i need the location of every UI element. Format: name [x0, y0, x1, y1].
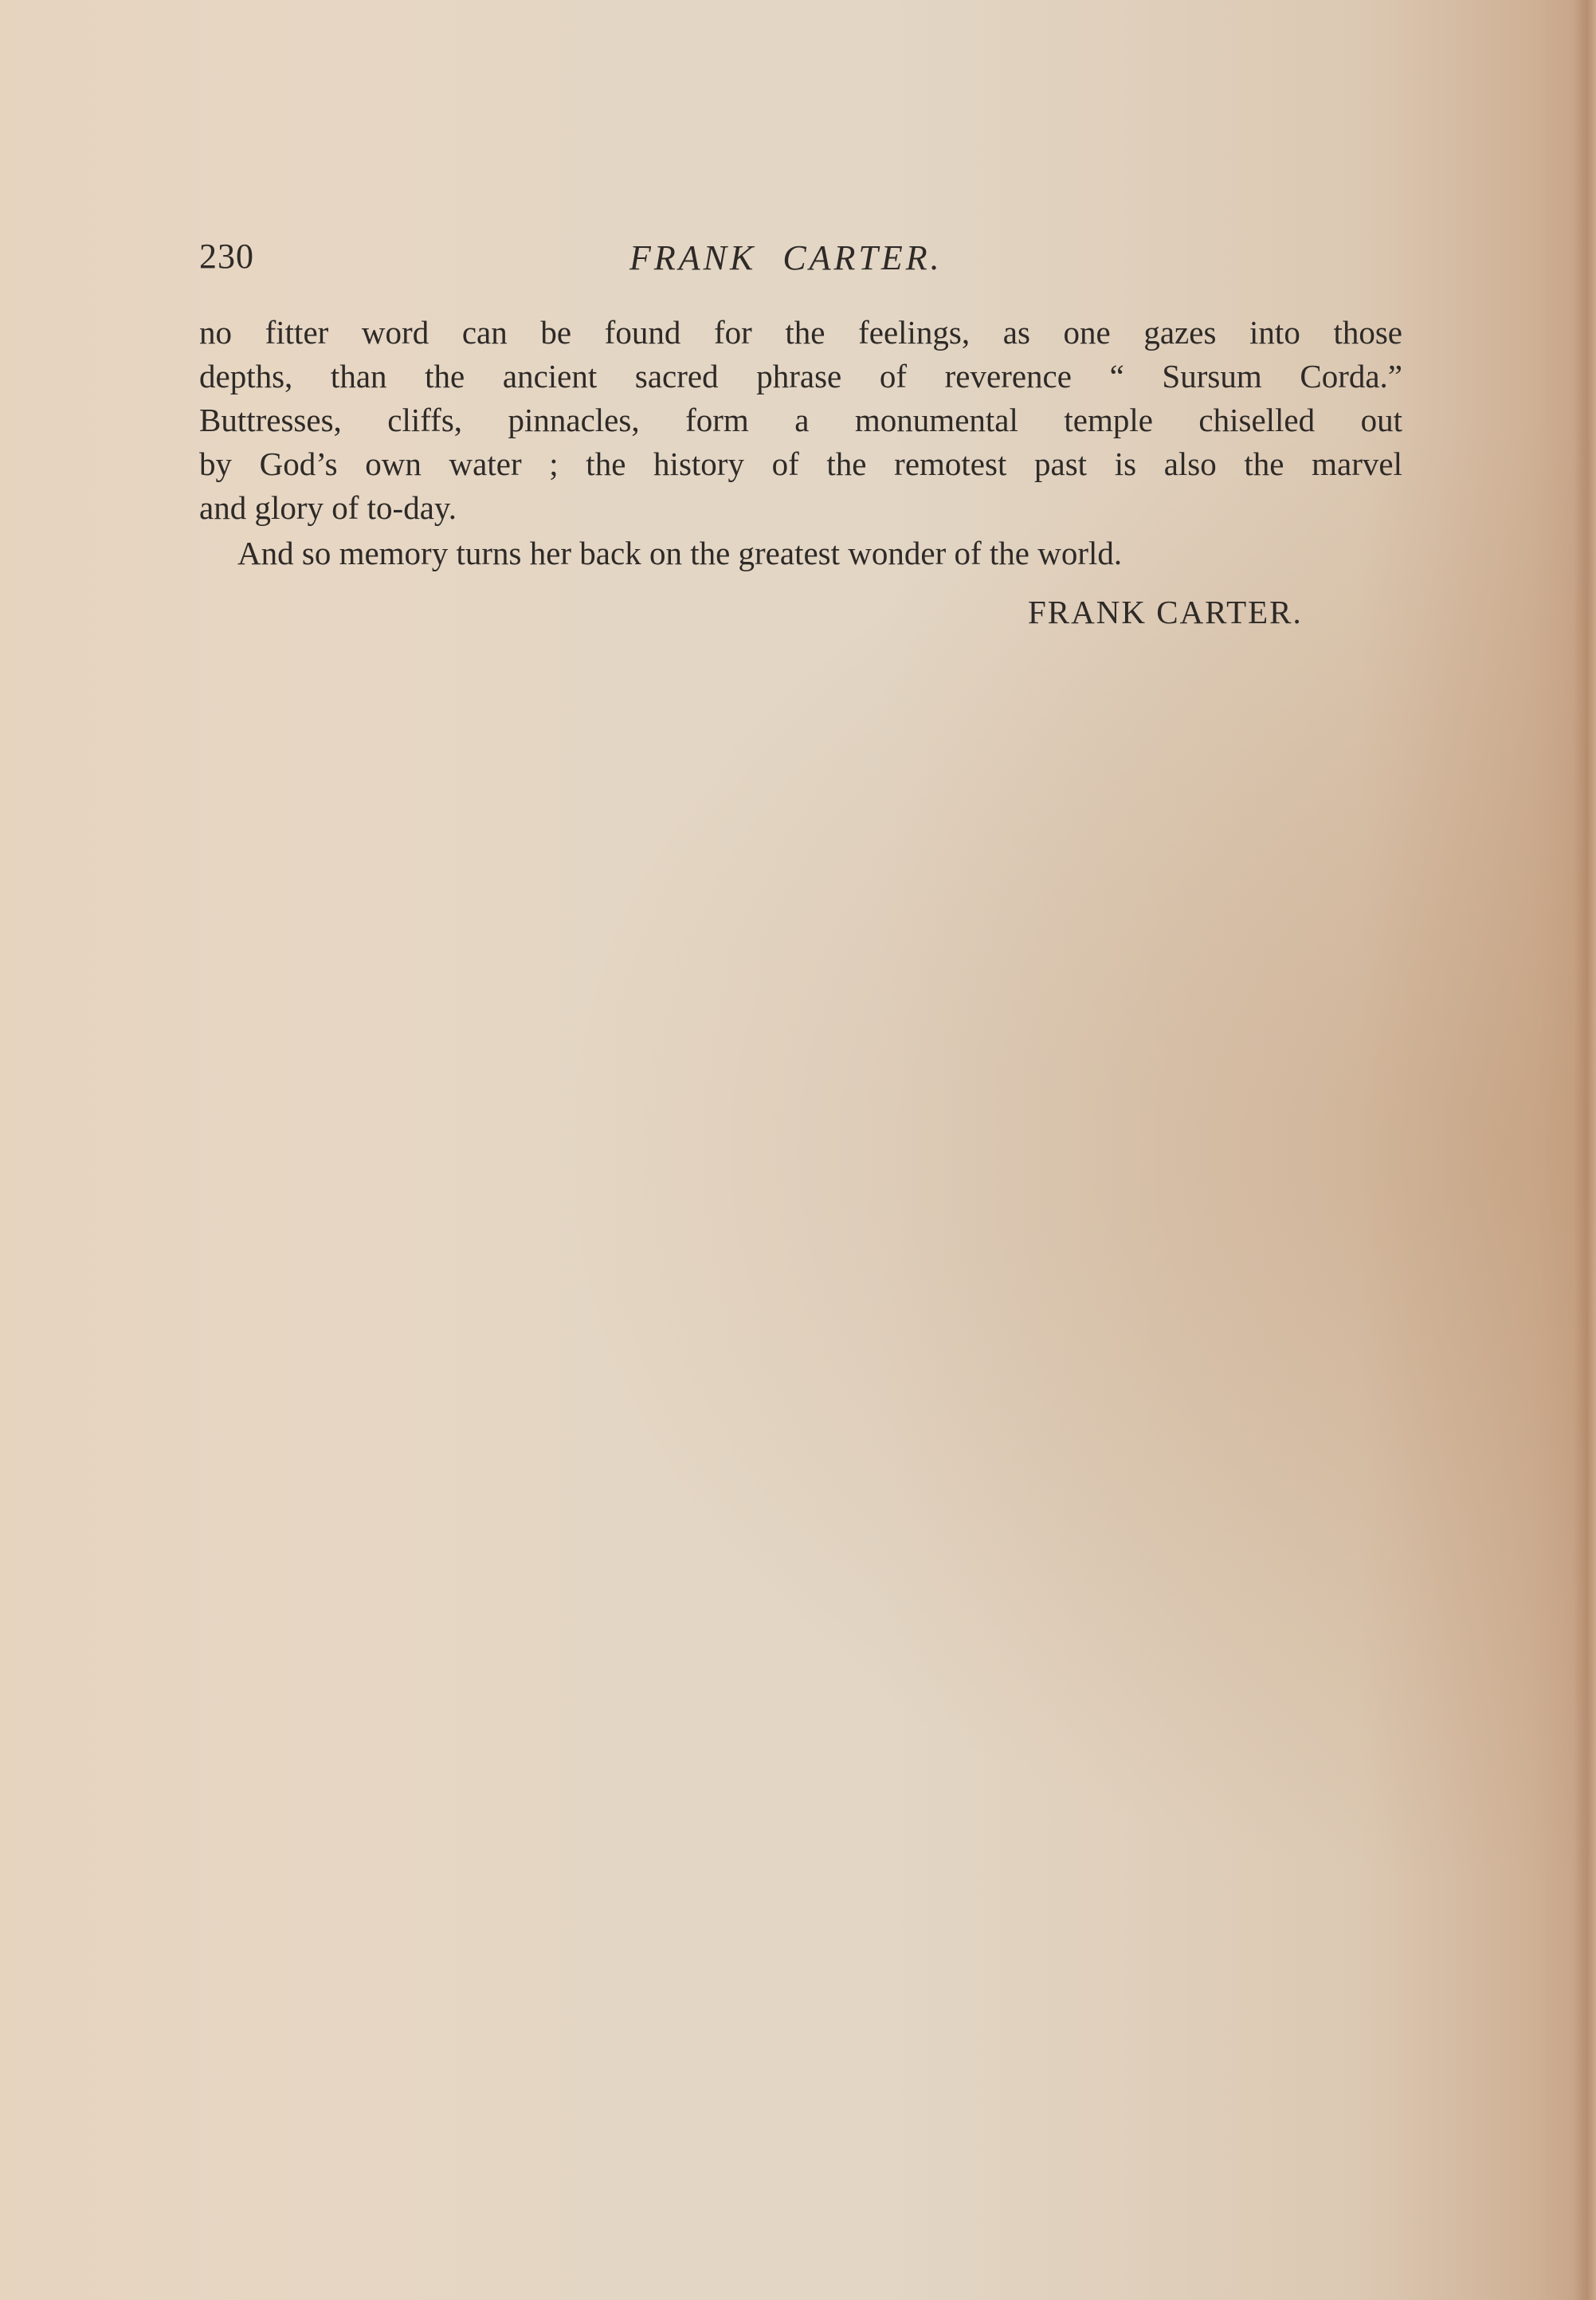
text-line: by God’s own water ; the history of the remotest past is also the marvel [199, 445, 1402, 482]
text-line: depths, than the ancient sacred phrase of reverence “ Sursum Corda.” [199, 358, 1402, 394]
page-edge-shadow [1574, 0, 1596, 2300]
page-header [199, 236, 1402, 284]
text-line: and glory of to-day. [199, 489, 457, 526]
page-number: 230 [199, 237, 254, 276]
body-text [199, 311, 1402, 575]
author-signature: FRANK CARTER. [1028, 594, 1303, 630]
text-line: no fitter word can be found for the feelings, as one gazes into those [199, 314, 1402, 351]
running-head: FRANK CARTER. [629, 238, 943, 277]
text-line: Buttresses, cliffs, pinnacles, form a monumental temple chiselled out [199, 402, 1402, 438]
paragraph-first-line: And so memory turns her back on the greatest wonder of the world. [237, 535, 1123, 571]
